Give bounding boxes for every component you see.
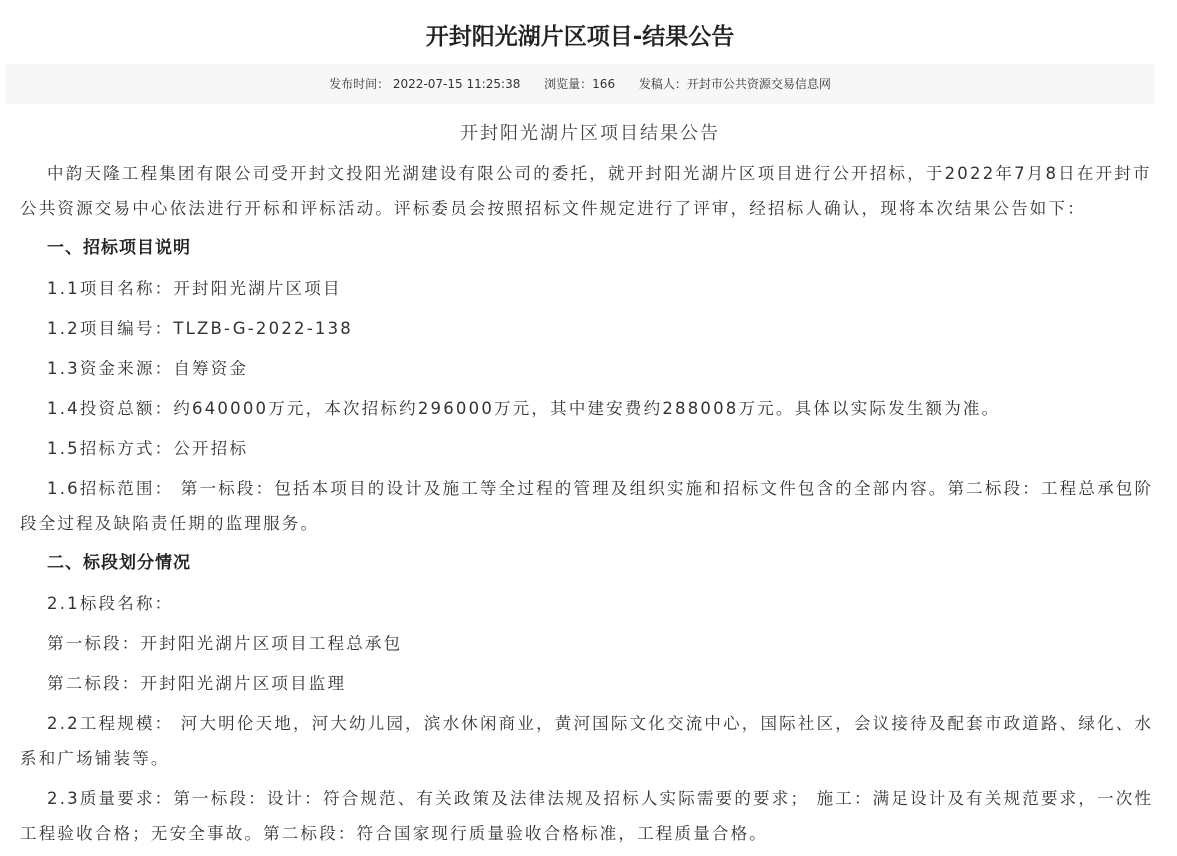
item: 第二标段：开封阳光湖片区项目监理 (47, 674, 347, 693)
item: 2.2工程规模： 河大明伦天地，河大幼儿园，滨水休闲商业，黄河国际文化交流中心，国际社区，会议接待及配套市政道路、绿化、水系和广场铺装等。 (20, 714, 1154, 768)
item: 1.1项目名称：开封阳光湖片区项目 (47, 279, 342, 298)
item: 1.2项目编号：TLZB-G-2022-138 (47, 319, 353, 338)
intro-paragraph: 中韵天隆工程集团有限公司受开封文投阳光湖建设有限公司的委托，就开封阳光湖片区项目进行公开招标，于2022年7月8日在开封市公共资源交易中心依法进行开标和评标活动。评标委员会按照招标文件规定进行了评审，经招标人确认，现将本次结果公告如下： (20, 164, 1152, 218)
item: 1.4投资总额：约640000万元，本次招标约296000万元，其中建安费约288008万元。具体以实际发生额为准。 (47, 399, 1001, 418)
section-heading: 二、标段划分情况 (47, 553, 191, 573)
item: 1.6招标范围： 第一标段：包括本项目的设计及施工等全过程的管理及组织实施和招标文件包含的全部内容。第二标段：工程总承包阶段全过程及缺陷责任期的监理服务。 (20, 479, 1154, 533)
publish-time: 发布时间： 2022-07-15 11:25:38 (329, 77, 521, 91)
page-title: 开封阳光湖片区项目-结果公告 (425, 24, 735, 50)
item: 1.3资金来源：自筹资金 (47, 359, 249, 378)
article-meta (5, 64, 1155, 104)
item: 2.3质量要求：第一标段：设计：符合规范、有关政策及法律法规及招标人实际需要的要求； 施工：满足设计及有关规范要求，一次性工程验收合格；无安全事故。第二标段：符合国家现行质量验收合格标准，工程质量合格。 (20, 789, 1154, 843)
view-count: 浏览量：166 (544, 77, 616, 91)
item: 2.1标段名称： (47, 594, 174, 613)
item: 第一标段：开封阳光湖片区项目工程总承包 (47, 634, 403, 653)
article-subtitle: 开封阳光湖片区项目结果公告 (460, 123, 720, 144)
section-heading: 一、招标项目说明 (47, 238, 191, 258)
item: 1.5招标方式：公开招标 (47, 439, 249, 458)
article-body (20, 116, 1160, 856)
publisher: 发稿人：开封市公共资源交易信息网 (638, 77, 831, 91)
